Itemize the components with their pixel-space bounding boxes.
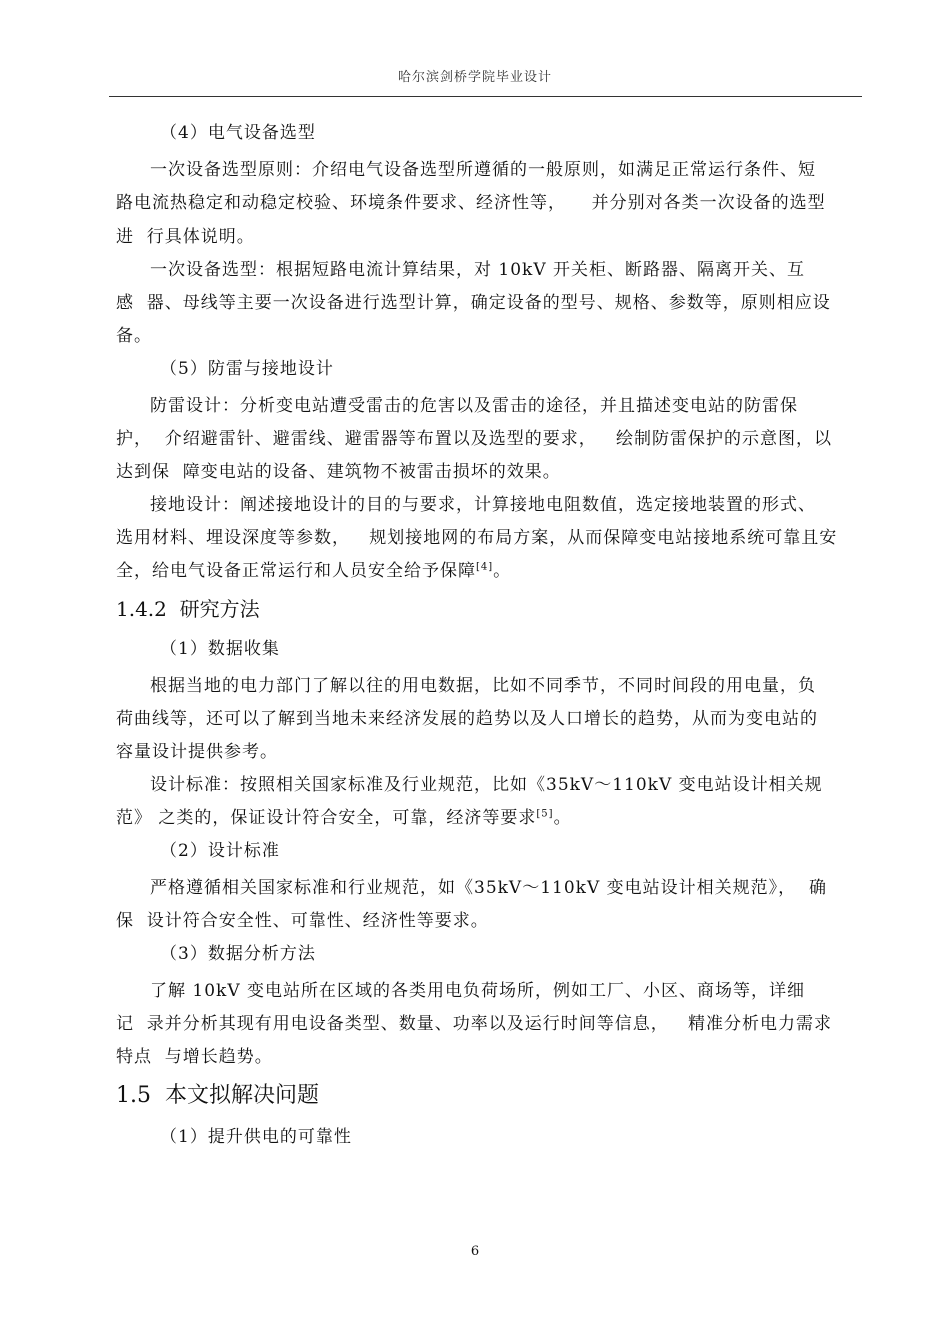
page-number: 6: [470, 1244, 480, 1259]
paragraph-line: 选用材料、埋设深度等参数， 规划接地网的布局方案，从而保障变电站接地系统可靠且安: [116, 528, 838, 548]
paragraph-line: 记 录并分析其现有用电设备类型、数量、功率以及运行时间等信息， 精准分析电力需求: [116, 1014, 833, 1034]
paragraph-line: 护， 介绍避雷针、避雷线、避雷器等布置以及选型的要求， 绘制防雷保护的示意图，以: [116, 429, 833, 449]
paragraph-line: 范》 之类的，保证设计符合安全，可靠，经济等要求[5]。: [116, 808, 572, 828]
paragraph-line: 进 行具体说明。: [116, 227, 255, 247]
paragraph-line: 一次设备选型：根据短路电流计算结果，对 10kV 开关柜、断路器、隔离开关、互: [150, 260, 806, 280]
subsection-title: （5）防雷与接地设计: [160, 359, 334, 379]
subsection-title: （3）数据分析方法: [160, 944, 316, 964]
citation-ref: [4]: [476, 561, 494, 573]
paragraph-line: 备。: [116, 326, 152, 346]
paragraph-line: 了解 10kV 变电站所在区域的各类用电负荷场所，例如工厂、小区、商场等，详细: [150, 981, 806, 1001]
section-heading: 1.5 本文拟解决问题: [116, 1083, 319, 1108]
paragraph-line: 特点 与增长趋势。: [116, 1047, 273, 1067]
paragraph-line: 达到保 障变电站的设备、建筑物不被雷击损坏的效果。: [116, 462, 561, 482]
citation-ref: [5]: [536, 808, 554, 820]
subsection-title: （4）电气设备选型: [160, 123, 316, 143]
page-header-title: 哈尔滨剑桥学院毕业设计: [397, 70, 552, 85]
subsection-title: （1）数据收集: [160, 639, 280, 659]
paragraph-line: 荷曲线等，还可以了解到当地未来经济发展的趋势以及人口增长的趋势，从而为变电站的: [116, 709, 818, 729]
subsection-title: （1）提升供电的可靠性: [160, 1127, 352, 1147]
paragraph-line: 一次设备选型原则：介绍电气设备选型所遵循的一般原则，如满足正常运行条件、短: [150, 160, 816, 180]
paragraph-line: 感 器、母线等主要一次设备进行选型计算，确定设备的型号、规格、参数等，原则相应设: [116, 293, 831, 313]
section-heading: 1.4.2 研究方法: [116, 597, 260, 621]
paragraph-line: 防雷设计：分析变电站遭受雷击的危害以及雷击的途径，并且描述变电站的防雷保: [150, 396, 798, 416]
paragraph-line: 严格遵循相关国家标准和行业规范，如《35kV～110kV 变电站设计相关规范》， 确: [150, 878, 827, 898]
paragraph-line: 路电流热稳定和动稳定校验、环境条件要求、经济性等， 并分别对各类一次设备的选型: [116, 193, 826, 213]
paragraph-line: 保 设计符合安全性、可靠性、经济性等要求。: [116, 911, 489, 931]
paragraph-line: 设计标准：按照相关国家标准及行业规范，比如《35kV～110kV 变电站设计相关规: [150, 775, 823, 795]
header-divider: [109, 96, 862, 97]
subsection-title: （2）设计标准: [160, 841, 280, 861]
paragraph-line: 根据当地的电力部门了解以往的用电数据，比如不同季节，不同时间段的用电量，负: [150, 676, 816, 696]
paragraph-line: 全，给电气设备正常运行和人员安全给予保障[4]。: [116, 561, 512, 581]
paragraph-line: 接地设计：阐述接地设计的目的与要求，计算接地电阻数值，选定接地装置的形式、: [150, 495, 816, 515]
paragraph-line: 容量设计提供参考。: [116, 742, 278, 762]
